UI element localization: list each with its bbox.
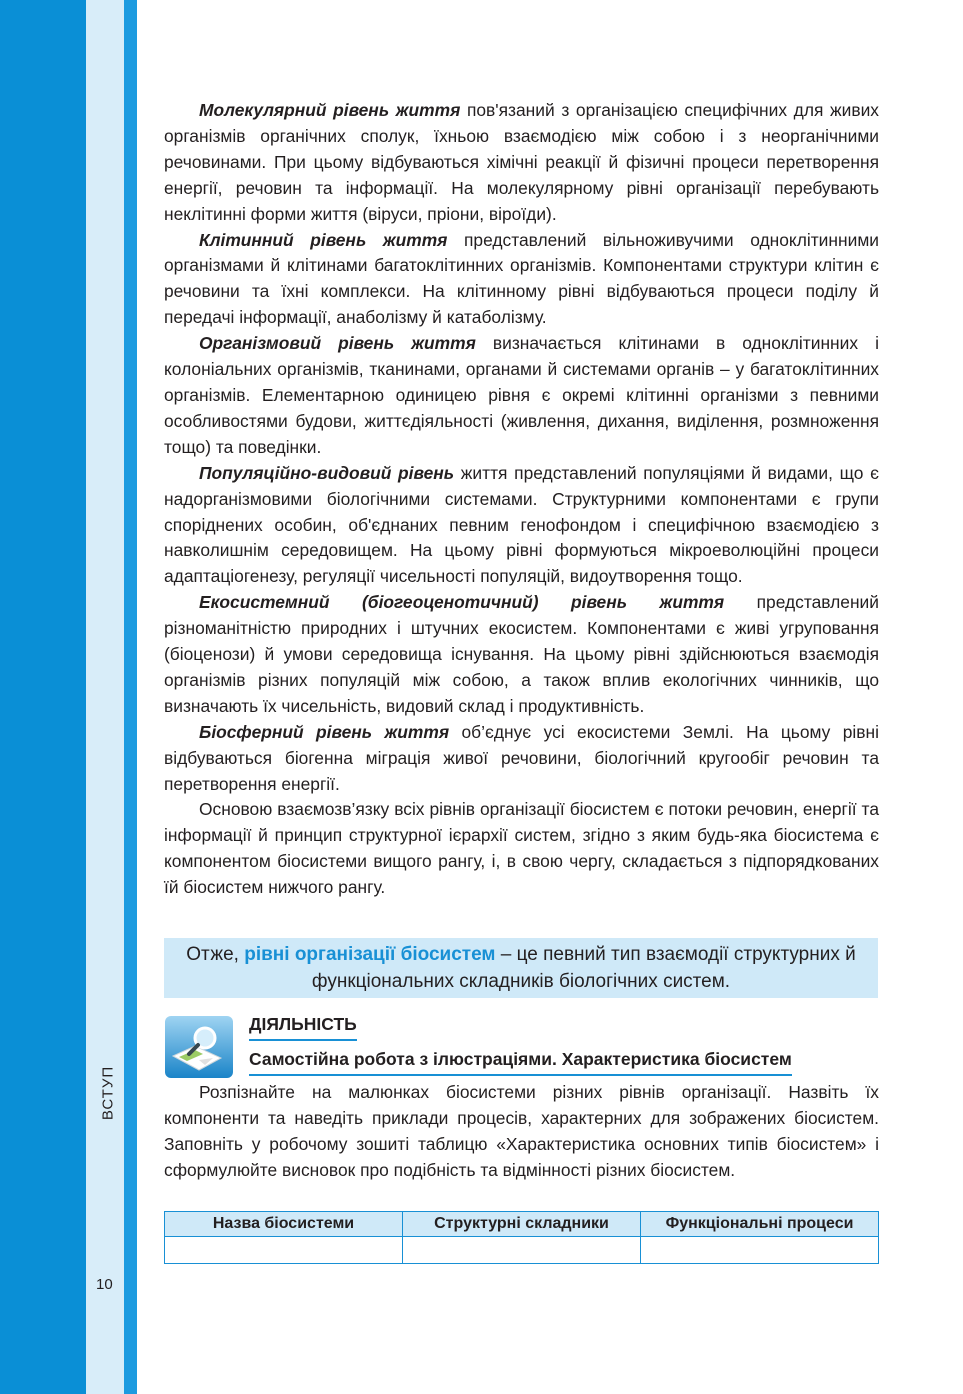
summary-suffix: – це певний тип взаємодії структурних й функціональних складників біологічних систем. xyxy=(311,944,856,992)
activity-task xyxy=(164,1080,879,1184)
paragraph-text: життя представлений популяціями й видами, що є надорганізмовими біологічними системами. Структурними компонентами є групи споріднених особин, об'єднаних певним генофондом і специфічною взаємодією з навколишнім середовищем. На цьому рівні формуються мікроеволюційні процеси адаптаціогенезу, регуляції чисельності популяцій, видоутворення тощо. xyxy=(164,462,880,587)
table-header-structure: Структурні складники xyxy=(403,1212,641,1237)
biosystem-table xyxy=(164,1211,879,1264)
activity-title: ДІЯЛЬНІСТЬ xyxy=(249,1014,357,1041)
paragraph-ecosystem xyxy=(164,590,879,720)
summary-prefix: Отже, xyxy=(186,944,245,965)
table-header-row xyxy=(165,1212,879,1237)
page-number: 10 xyxy=(96,1276,113,1293)
paragraph-lead: Біосферний рівень життя xyxy=(199,721,450,742)
paragraph-text: представлений вільноживучими одноклітинними організмами й клітинами багатоклітинних організмів. Компонентами структури клітин є речовини та їхні комплекси. На клітинному рівні відбуваються процеси поділу й передачі інформації, анаболізму й катаболізму. xyxy=(164,229,879,328)
paragraph-text: пов'язаний з організацією специфічних для живих організмів органічних сполук, їхньою взаємодією між собою і з неорганічними речовинами. При цьому відбуваються хімічні реакції й фізичні процеси перетворення енергії, речовин та інформації. На молекулярному рівні організації перебувають неклітинні форми життя (віруси, пріони, віроїди). xyxy=(164,100,879,224)
paragraph-lead: Молекулярний рівень життя xyxy=(199,100,461,120)
paragraph-organism xyxy=(164,331,879,461)
sidebar-band-inner xyxy=(124,0,137,1394)
paragraph-cellular xyxy=(164,228,879,332)
paragraph-text: представлений різноманітністю природних і штучних екосистем. Компонентами є живі угруповання (біоценози) й умови середовища існування. На цьому рівні здійснюються взаємодія організмів різних популяцій між собою, а також вплив екологічних чинників, що визначають їх чисельність, видовий склад і продуктивність. xyxy=(164,592,879,716)
magnifier-map-icon xyxy=(165,1016,233,1078)
summary-highlight: рівні організації біосистем xyxy=(244,944,496,965)
table-cell xyxy=(165,1237,403,1264)
table-row xyxy=(165,1237,879,1264)
sidebar-band-light xyxy=(86,0,124,1394)
table-cell xyxy=(403,1237,641,1264)
paragraph-text: об’єднує усі екосистеми Землі. На цьому рівні відбуваються біогенна міграція живої речовини, біологічний кругообіг речовин та перетворення енергії. xyxy=(164,721,879,794)
paragraph-biosphere xyxy=(164,720,879,798)
summary-box xyxy=(164,938,878,998)
paragraph-lead: Популяційно-видовий рівень xyxy=(199,462,455,483)
paragraph-text: Основою взаємозв’язку всіх рівнів організації біосистем є потоки речовин, енергії та інформації й принцип структурної ієрархії систем, згідно з яким будь-яка біосистема є компонентом біосистеми вищого рангу, і, в свою чергу, складається з підпорядкованих їй біосистем нижчого рангу. xyxy=(164,799,879,898)
section-label: ВСТУП xyxy=(99,1065,117,1121)
sidebar-band-outer xyxy=(0,0,86,1394)
paragraph-lead: Екосистемний (біогеоценотичний) рівень життя xyxy=(199,592,725,613)
paragraph-lead: Клітинний рівень життя xyxy=(199,229,448,250)
paragraph-basis xyxy=(164,797,879,901)
paragraph-molecular xyxy=(164,98,879,228)
paragraph-population xyxy=(164,461,879,591)
paragraph-text: визначається клітинами в одноклітинних і колоніальних організмів, тканинами, органами й системами органів – у багатоклітинних організмів. Елементарною одиницею рівня є окремі клітинні організми з певними особливостями будови, життєдіяльності (живлення, дихання, виділення, розмноження тощо) та поведінки. xyxy=(164,333,879,457)
table-header-processes: Функціональні процеси xyxy=(641,1212,879,1237)
activity-subtitle: Самостійна робота з ілюстраціями. Характеристика біосистем xyxy=(249,1049,792,1076)
table-cell xyxy=(641,1237,879,1264)
main-text xyxy=(164,98,879,901)
task-text: Розпізнайте на малюнках біосистеми різних рівнів організації. Назвіть їх компоненти та наведіть приклади процесів, характерних для зображених біосистем. Заповніть у робочому зошиті таблицю «Характеристика основних типів біосистем» і сформулюйте висновок про подібність та відмінності різних біосистем. xyxy=(164,1082,879,1180)
table-header-name: Назва біосистеми xyxy=(165,1212,403,1237)
paragraph-lead: Організмовий рівень життя xyxy=(199,333,476,354)
